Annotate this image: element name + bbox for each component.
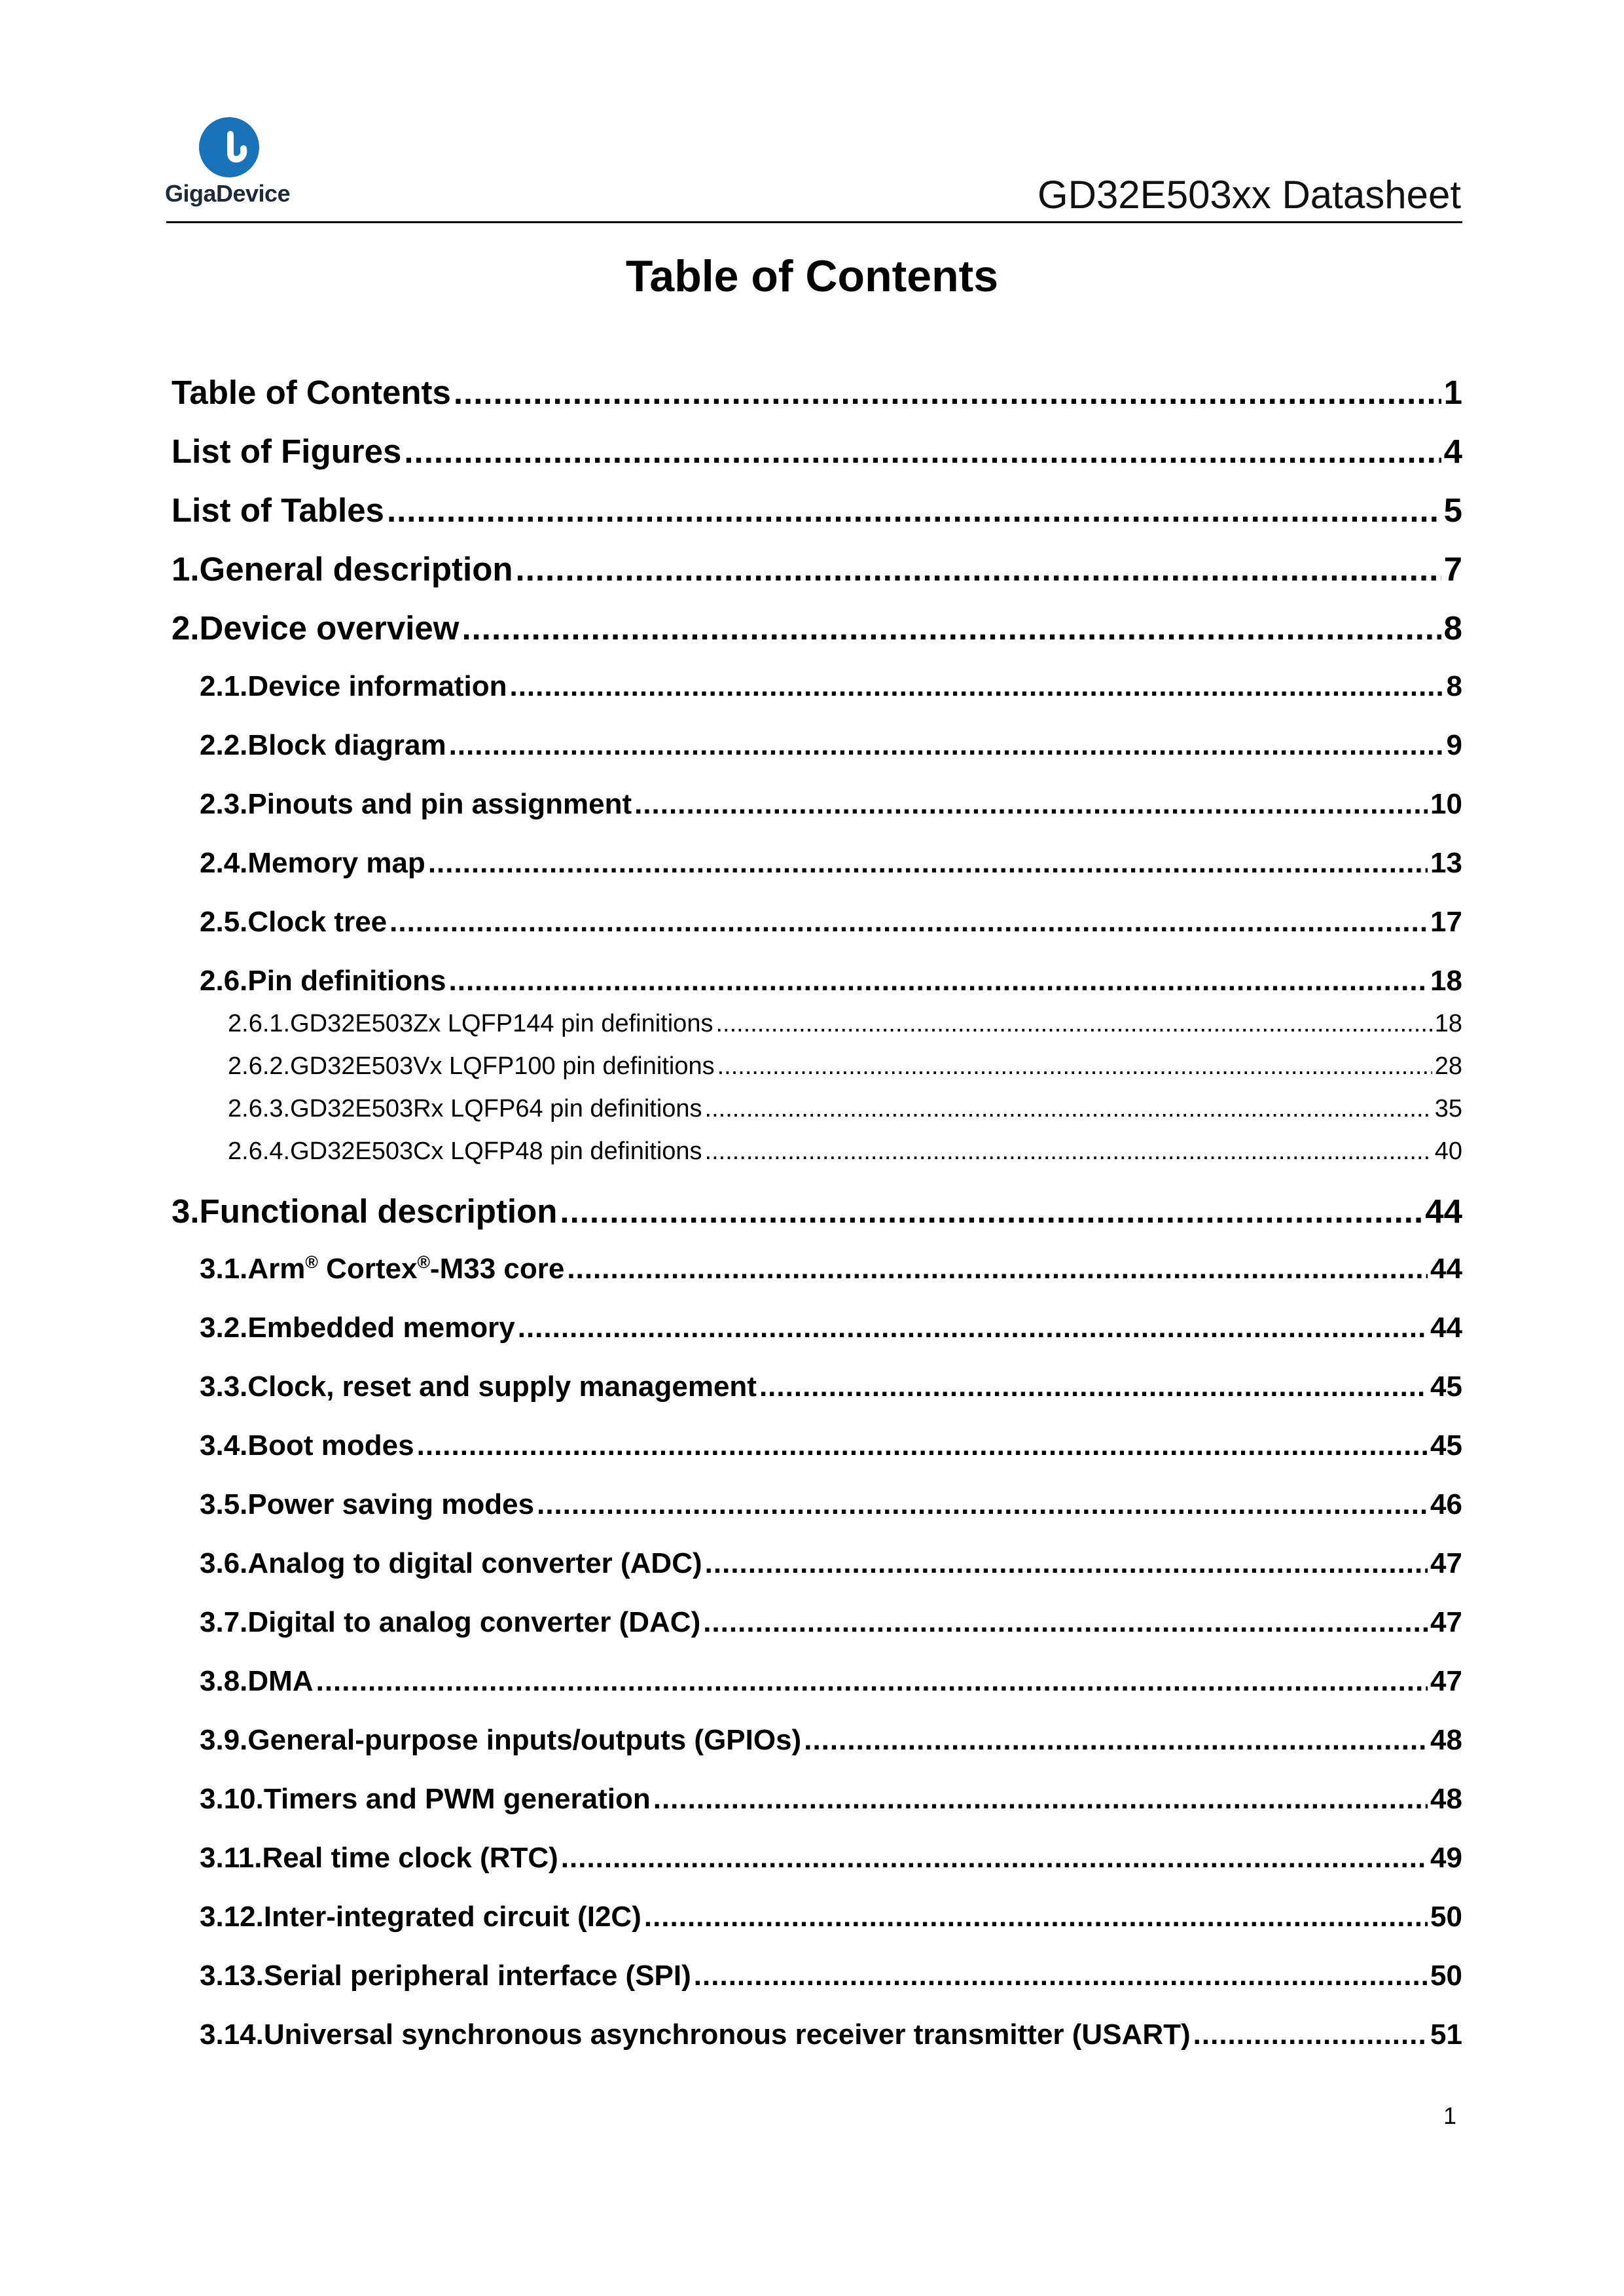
toc-entry-page: 50	[1430, 1901, 1462, 1933]
toc-entry[interactable]	[200, 1488, 1462, 1521]
toc-entry-label: Arm® Cortex®-M33 core	[247, 1252, 565, 1285]
toc-entry[interactable]	[200, 906, 1462, 939]
toc-entry-label: Inter-integrated circuit (I2C)	[263, 1901, 641, 1933]
toc-entry-number: 1.	[171, 550, 200, 588]
toc-entry-label: Functional description	[199, 1193, 558, 1230]
toc-entry[interactable]	[200, 1960, 1462, 1992]
toc-entry[interactable]	[171, 373, 1462, 412]
toc-entry[interactable]	[200, 729, 1462, 762]
toc-leader	[449, 729, 1444, 762]
toc-entry-page: 51	[1430, 2018, 1462, 2051]
toc-entry-number: 3.9.	[200, 1724, 248, 1756]
page-title: Table of Contents	[625, 251, 999, 301]
toc-entry-page: 9	[1446, 729, 1462, 761]
toc-leader	[567, 1253, 1428, 1285]
toc-entry-page: 4	[1443, 433, 1462, 470]
toc-leader	[561, 1842, 1428, 1874]
toc-entry-number: 2.5.	[200, 906, 248, 938]
toc-entry[interactable]	[200, 965, 1462, 997]
toc-entry-number: 2.6.	[200, 965, 248, 997]
document-title: GD32E503xx Datasheet	[1037, 173, 1461, 217]
toc-entry-label: Real time clock (RTC)	[262, 1842, 558, 1874]
toc-entry-label: Universal synchronous asynchronous receiver transmitter (USART)	[263, 2018, 1191, 2051]
toc-entry[interactable]	[228, 1095, 1462, 1123]
toc-entry[interactable]	[200, 788, 1462, 821]
toc-entry-label: Pin definitions	[247, 965, 446, 997]
toc-leader	[644, 1901, 1428, 1933]
toc-entry[interactable]	[200, 2018, 1462, 2051]
toc-entry[interactable]	[228, 1052, 1462, 1081]
toc-entry[interactable]	[228, 1138, 1462, 1166]
toc-entry-page: 47	[1430, 1606, 1462, 1638]
toc-entry[interactable]	[200, 1547, 1462, 1580]
toc-entry-number: 2.4.	[200, 847, 248, 879]
toc-entry[interactable]	[200, 1371, 1462, 1403]
toc-leader	[634, 788, 1428, 821]
toc-entry-number: 2.6.3.	[228, 1095, 291, 1122]
toc-entry-label: Clock, reset and supply management	[247, 1371, 757, 1403]
toc-entry-number: 3.6.	[200, 1547, 248, 1579]
toc-leader	[560, 1192, 1422, 1230]
toc-leader	[703, 1606, 1428, 1639]
toc-entry-number: 2.1.	[200, 670, 248, 702]
toc-leader	[1193, 2018, 1428, 2051]
toc-entry-page: 13	[1430, 847, 1462, 879]
toc-entry-label: Embedded memory	[247, 1312, 515, 1344]
toc-entry[interactable]	[200, 1665, 1462, 1698]
toc-entry-page: 45	[1430, 1429, 1462, 1462]
toc-entry-page: 18	[1434, 1010, 1462, 1037]
toc-leader	[516, 550, 1441, 588]
toc-entry-label: Memory map	[247, 847, 425, 879]
toc-entry-label: Digital to analog converter (DAC)	[247, 1606, 701, 1638]
toc-entry-page: 49	[1430, 1842, 1462, 1874]
toc-entry[interactable]	[200, 1783, 1462, 1816]
logo-wordmark: GigaDevice	[165, 180, 291, 207]
toc-entry-label: DMA	[247, 1665, 314, 1697]
toc-entry[interactable]	[171, 609, 1462, 647]
toc-entry[interactable]	[200, 1901, 1462, 1933]
toc-entry-number: 2.2.	[200, 729, 248, 761]
toc-entry-label: Clock tree	[247, 906, 388, 938]
toc-leader	[804, 1724, 1428, 1757]
toc-entry-label: GD32E503Zx LQFP144 pin definitions	[290, 1010, 713, 1037]
toc-leader	[518, 1312, 1428, 1344]
toc-entry[interactable]	[200, 1253, 1462, 1285]
toc-entry-number: 3.8.	[200, 1665, 248, 1697]
toc-entry-page: 1	[1443, 374, 1462, 411]
toc-leader	[461, 609, 1441, 647]
toc-entry-label: General description	[199, 550, 513, 588]
toc-entry-label: Serial peripheral interface (SPI)	[263, 1960, 691, 1992]
toc-entry[interactable]	[171, 550, 1462, 588]
toc-entry-label: Boot modes	[247, 1429, 414, 1462]
toc-entry-number: 3.10.	[200, 1783, 264, 1815]
toc-entry-page: 48	[1430, 1783, 1462, 1815]
toc-leader	[717, 1052, 1432, 1081]
toc-entry-number: 3.14.	[200, 2018, 264, 2051]
toc-leader	[705, 1095, 1432, 1123]
toc-entry-page: 28	[1434, 1052, 1462, 1080]
toc-entry-number: 3.	[171, 1193, 200, 1230]
toc-entry-page: 8	[1446, 670, 1462, 702]
toc-entry-label: Power saving modes	[247, 1488, 535, 1520]
toc-entry-number: 2.	[171, 609, 200, 647]
toc-entry-label: General-purpose inputs/outputs (GPIOs)	[247, 1724, 802, 1756]
toc-entry-page: 47	[1430, 1665, 1462, 1697]
toc-entry-page: 17	[1430, 906, 1462, 938]
toc-leader	[387, 491, 1441, 529]
toc-entry-number: 2.6.2.	[228, 1052, 291, 1080]
toc-entry-label: List of Figures	[171, 433, 402, 470]
toc-leader	[653, 1783, 1428, 1816]
toc-entry-page: 47	[1430, 1547, 1462, 1579]
toc-entry[interactable]	[200, 1312, 1462, 1344]
toc-leader	[694, 1960, 1428, 1992]
toc-leader	[449, 965, 1428, 997]
toc-entry[interactable]	[200, 1842, 1462, 1874]
toc-entry-page: 48	[1430, 1724, 1462, 1756]
toc-entry-label: List of Tables	[171, 492, 384, 529]
toc-entry-label: Pinouts and pin assignment	[247, 788, 632, 820]
toc-entry[interactable]	[200, 1429, 1462, 1462]
toc-entry-page: 46	[1430, 1488, 1462, 1520]
toc-entry[interactable]	[200, 847, 1462, 880]
toc-entry-label: Analog to digital converter (ADC)	[247, 1547, 702, 1579]
toc-entry-page: 5	[1443, 492, 1462, 529]
toc-entry-number: 3.3.	[200, 1371, 248, 1403]
toc-entry-page: 8	[1443, 609, 1462, 647]
toc-leader	[509, 670, 1443, 703]
toc-leader	[389, 906, 1428, 939]
toc-entry[interactable]	[171, 432, 1462, 471]
toc-entry-label: Table of Contents	[171, 374, 451, 411]
toc-leader	[428, 847, 1428, 880]
toc-entry-page: 7	[1443, 550, 1462, 588]
toc-entry-page: 10	[1430, 788, 1462, 820]
toc-entry-label: Device information	[247, 670, 507, 702]
toc-entry-number: 3.11.	[200, 1842, 262, 1874]
toc-entry-number: 3.13.	[200, 1960, 264, 1992]
toc-leader	[705, 1138, 1432, 1166]
toc-entry-page: 18	[1430, 965, 1462, 997]
toc-leader	[404, 432, 1441, 471]
toc-entry-label: GD32E503Vx LQFP100 pin definitions	[290, 1052, 715, 1080]
toc-entry-page: 50	[1430, 1960, 1462, 1992]
toc-entry-label: Timers and PWM generation	[263, 1783, 651, 1815]
toc-entry[interactable]	[171, 491, 1462, 529]
toc-leader	[759, 1371, 1428, 1403]
toc-entry-label: Device overview	[199, 609, 460, 647]
toc-leader	[537, 1488, 1428, 1521]
toc-entry-page: 35	[1434, 1095, 1462, 1122]
toc-entry-number: 3.4.	[200, 1429, 248, 1462]
toc-entry-number: 2.3.	[200, 788, 248, 820]
toc-entry-number: 3.1.	[200, 1253, 248, 1285]
toc-entry[interactable]	[200, 670, 1462, 703]
toc-entry-number: 3.2.	[200, 1312, 248, 1344]
page-number: 1	[1443, 2102, 1456, 2129]
toc-leader	[417, 1429, 1428, 1462]
toc-entry[interactable]	[200, 1606, 1462, 1639]
toc-entry[interactable]	[200, 1724, 1462, 1757]
toc-entry-page: 44	[1425, 1193, 1462, 1230]
toc-entry-page: 44	[1430, 1312, 1462, 1344]
toc-entry-number: 2.6.1.	[228, 1010, 291, 1037]
toc-entry-number: 3.12.	[200, 1901, 264, 1933]
toc-entry-number: 3.5.	[200, 1488, 248, 1520]
toc-entry-number: 3.7.	[200, 1606, 248, 1638]
toc-entry-number: 2.6.4.	[228, 1138, 291, 1165]
toc-leader	[705, 1547, 1428, 1580]
toc-entry-page: 45	[1430, 1371, 1462, 1403]
toc-entry[interactable]	[171, 1192, 1462, 1230]
toc-leader	[715, 1010, 1432, 1038]
toc-entry-page: 44	[1430, 1253, 1462, 1285]
toc-leader	[316, 1665, 1428, 1698]
toc-entry[interactable]	[228, 1010, 1462, 1038]
toc-entry-page: 40	[1434, 1138, 1462, 1165]
toc-entry-label: GD32E503Cx LQFP48 pin definitions	[290, 1138, 702, 1165]
toc-entry-label: GD32E503Rx LQFP64 pin definitions	[290, 1095, 702, 1122]
toc-entry-label: Block diagram	[247, 729, 446, 761]
toc-leader	[454, 373, 1441, 412]
